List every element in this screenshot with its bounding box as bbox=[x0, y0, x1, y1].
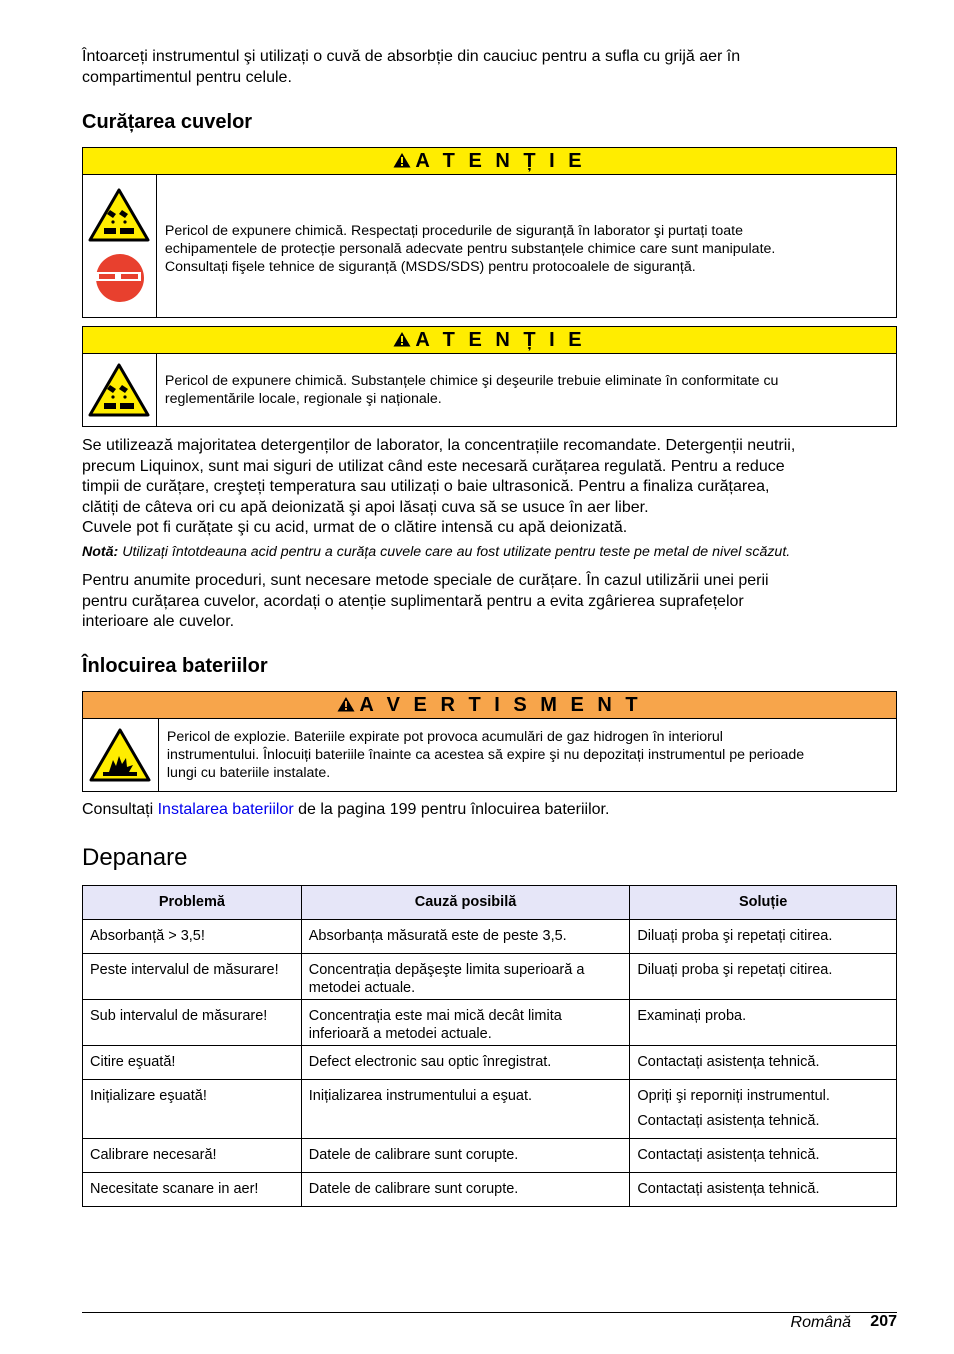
column-header-problem: Problemă bbox=[83, 886, 302, 920]
warning-triangle-icon bbox=[337, 696, 355, 712]
table-header-row bbox=[83, 886, 897, 920]
table-row bbox=[83, 1000, 897, 1046]
cell-cause: Concentrația este mai mică decât limita inferioară a metodei actuale. bbox=[301, 1000, 630, 1046]
cell-problem: Calibrare necesară! bbox=[83, 1139, 302, 1173]
table-row bbox=[83, 1139, 897, 1173]
table-row bbox=[83, 920, 897, 954]
caution-box-chemical-exposure bbox=[82, 147, 897, 318]
warning-icons bbox=[83, 719, 159, 791]
warning-header: A V E R T I S M E N T bbox=[83, 692, 896, 719]
note-label: Notă: bbox=[82, 544, 119, 560]
caution-header: A T E N Ț I E bbox=[83, 327, 896, 354]
battery-reference: Consultați Instalarea bateriilor de la pagina 199 pentru înlocuirea bateriilor. bbox=[82, 801, 610, 818]
section-heading-cleaning: Curățarea cuvelor bbox=[82, 111, 253, 133]
eye-protection-icon bbox=[93, 250, 145, 304]
cell-solution: Contactați asistența tehnică. bbox=[630, 1139, 897, 1173]
page-number: 207 bbox=[870, 1313, 897, 1330]
table-row bbox=[83, 1080, 897, 1139]
cell-solution: Examinați proba. bbox=[630, 1000, 897, 1046]
cell-problem: Citire eşuată! bbox=[83, 1046, 302, 1080]
caution-text: Pericol de expunere chimică. Respectați procedurile de siguranță în laborator şi purtați toate echipamentele de protecție personală adecvate pentru substanțele chimice care sunt manipulate. Consultați fişele tehnice de siguranță (MSDS/SDS) pentru protocoalele de siguranță. bbox=[164, 222, 776, 275]
page-footer bbox=[82, 1312, 897, 1331]
solution-step: Contactați asistența tehnică. bbox=[637, 1113, 820, 1129]
section-heading-troubleshooting: Depanare bbox=[82, 844, 188, 871]
corrosive-hazard-icon bbox=[88, 188, 150, 242]
cell-cause: Concentrația depăşeşte limita superioară a metodei actuale. bbox=[301, 954, 630, 1000]
caution-box-chemical-disposal bbox=[82, 326, 897, 427]
cell-problem: Sub intervalul de măsurare! bbox=[83, 1000, 302, 1046]
cell-solution: Diluați proba şi repetați citirea. bbox=[630, 920, 897, 954]
footer-language: Română bbox=[790, 1314, 851, 1331]
warning-text: Pericol de explozie. Bateriile expirate pot provoca acumulări de gaz hidrogen în interiorul instrumentului. Înlocuiți bateriile înainte ca acestea să expire şi nu depozitați instrumentul pe perioade lungi cu bateriile instalate. bbox=[166, 729, 805, 781]
warning-box-explosion bbox=[82, 691, 897, 792]
cleaning-paragraph: Se utilizează majoritatea detergenților de laborator, la concentrațiile recomandate. Detergenții neutrii, precum Liquinox, sunt mai siguri de utilizat când este necesară curățarea regulată. Pentru a reduce timpii de curățare, creşteți temperatura sau utilizați o baie ultrasonică. Pentru a finaliza curățarea, clătiți de câteva ori cu apă deionizată şi apoi lăsați cuva să se usuce în aer liber. Cuvele pot fi curățate şi cu acid, urmat de o clătire intensă cu apă deionizată. bbox=[82, 437, 796, 536]
column-header-cause: Cauză posibilă bbox=[301, 886, 630, 920]
cell-problem: Inițializare eşuată! bbox=[83, 1080, 302, 1139]
brush-paragraph: Pentru anumite proceduri, sunt necesare metode speciale de curățare. În cazul utilizării unei perii pentru curățarea cuvelor, acordați o atenție suplimentară pentru a evita zgârierea suprafețelor interioare ale cuvelor. bbox=[82, 572, 769, 630]
cell-problem: Necesitate scanare in aer! bbox=[83, 1173, 302, 1207]
table-row bbox=[83, 1046, 897, 1080]
battery-install-link[interactable]: Instalarea bateriilor bbox=[157, 801, 294, 818]
cell-problem: Peste intervalul de măsurare! bbox=[83, 954, 302, 1000]
caution-icons bbox=[83, 175, 157, 317]
cell-solution: Contactați asistența tehnică. bbox=[630, 1046, 897, 1080]
cell-solution: Contactați asistența tehnică. bbox=[630, 1173, 897, 1207]
warning-triangle-icon bbox=[393, 331, 411, 347]
caution-text: Pericol de expunere chimică. Substanțele chimice şi deşeurile trebuie eliminate în conformitate cu reglementările locale, regionale şi naționale. bbox=[164, 373, 779, 407]
solution-step: Opriți şi reporniți instrumentul. bbox=[637, 1088, 830, 1104]
cell-cause: Defect electronic sau optic înregistrat. bbox=[301, 1046, 630, 1080]
caution-header: A T E N Ț I E bbox=[83, 148, 896, 175]
cell-cause: Datele de calibrare sunt corupte. bbox=[301, 1139, 630, 1173]
table-row bbox=[83, 1173, 897, 1207]
intro-text: Întoarceți instrumentul şi utilizați o cuvă de absorbție din cauciuc pentru a sufla cu grijă aer în compartimentul pentru celule. bbox=[82, 48, 741, 86]
troubleshooting-table bbox=[82, 885, 897, 1207]
note: Notă: Utilizați întotdeauna acid pentru a curăța cuvele care au fost utilizate pentru teste pe metal de nivel scăzut. bbox=[82, 544, 791, 560]
warning-triangle-icon bbox=[393, 152, 411, 168]
cell-problem: Absorbanță > 3,5! bbox=[83, 920, 302, 954]
explosion-hazard-icon bbox=[89, 728, 151, 782]
section-heading-batteries: Înlocuirea bateriilor bbox=[82, 655, 268, 677]
caution-icons bbox=[83, 354, 157, 426]
table-row bbox=[83, 954, 897, 1000]
cell-cause: Inițializarea instrumentului a eşuat. bbox=[301, 1080, 630, 1139]
cell-cause: Datele de calibrare sunt corupte. bbox=[301, 1173, 630, 1207]
column-header-solution: Soluție bbox=[630, 886, 897, 920]
cell-solution: Diluați proba şi repetați citirea. bbox=[630, 954, 897, 1000]
cell-solution bbox=[630, 1080, 897, 1139]
corrosive-hazard-icon bbox=[88, 363, 150, 417]
cell-cause: Absorbanța măsurată este de peste 3,5. bbox=[301, 920, 630, 954]
